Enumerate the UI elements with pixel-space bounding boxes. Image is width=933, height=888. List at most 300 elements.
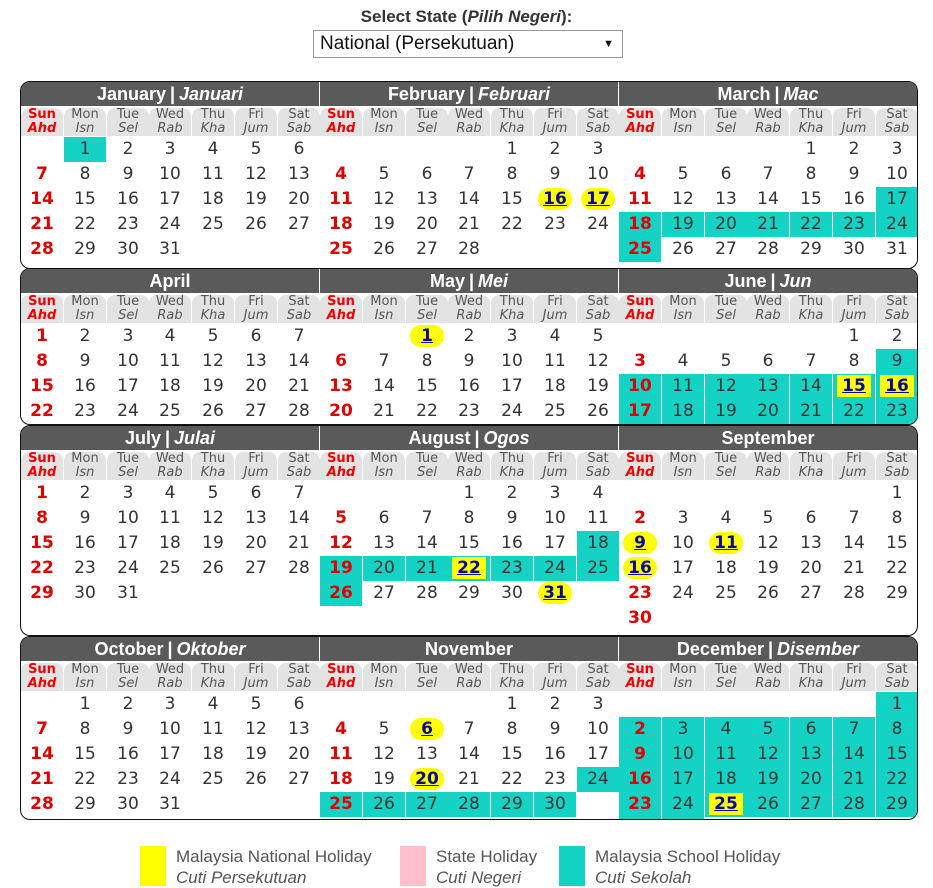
weekday-ms: Sab xyxy=(585,121,611,136)
calendar-day: 16 xyxy=(501,533,523,553)
calendar-day: 5 xyxy=(677,164,689,184)
weekday-ms: Isn xyxy=(673,465,693,480)
weekday-ms: Kha xyxy=(499,676,525,691)
calendar-day: 30 xyxy=(117,794,139,814)
weekday-en: Wed xyxy=(454,294,484,309)
weekday-en: Tue xyxy=(714,451,738,466)
calendar-day: 5 xyxy=(207,483,219,503)
national-holiday-day[interactable] xyxy=(619,531,661,556)
weekday-header xyxy=(491,663,533,691)
calendar-day: 22 xyxy=(886,558,908,578)
weekday-en: Sun xyxy=(626,294,654,309)
calendar-day: 4 xyxy=(335,164,347,184)
weekday-en: Wed xyxy=(155,107,185,122)
calendar-day: 27 xyxy=(288,769,310,789)
calendar-day: 25 xyxy=(159,558,181,578)
school-holiday-day: 12 xyxy=(747,742,789,767)
weekday-header xyxy=(876,108,918,136)
state-select[interactable] xyxy=(313,30,623,58)
weekday-header xyxy=(833,452,875,480)
weekday-header xyxy=(619,663,661,691)
calendar-day: 18 xyxy=(329,769,353,789)
calendar-day: 8 xyxy=(891,508,903,528)
calendar-day: 10 xyxy=(117,508,139,528)
quarter-panel xyxy=(20,636,918,820)
calendar-day: 11 xyxy=(544,351,566,371)
calendar-day: 16 xyxy=(544,744,566,764)
calendar-day: 14 xyxy=(288,351,310,371)
weekday-en: Fri xyxy=(248,451,264,466)
calendar-day: 16 xyxy=(74,376,96,396)
weekday-ms: Isn xyxy=(75,676,95,691)
holiday-link[interactable]: 6 xyxy=(410,718,444,740)
calendar-day: 28 xyxy=(288,401,310,421)
calendar-day: 9 xyxy=(848,164,860,184)
calendar-day: 11 xyxy=(628,189,652,209)
holiday-link[interactable]: 16 xyxy=(880,375,914,397)
weekday-en: Sun xyxy=(327,294,355,309)
weekday-ms: Sel xyxy=(417,308,437,323)
weekday-ms: Rab xyxy=(157,676,183,691)
school-holiday-day xyxy=(662,817,704,820)
calendar-day: 11 xyxy=(159,351,181,371)
weekday-ms: Jum xyxy=(243,676,269,691)
weekday-header xyxy=(107,295,149,323)
month-march xyxy=(619,82,917,268)
weekday-ms: Kha xyxy=(200,308,226,323)
weekday-ms: Jum xyxy=(841,465,867,480)
weekday-header xyxy=(149,295,191,323)
national-holiday-day[interactable] xyxy=(705,531,747,556)
month-title-separator: | xyxy=(774,84,780,104)
weekday-ms: Sel xyxy=(716,121,736,136)
national-holiday-day[interactable] xyxy=(406,324,448,349)
national-holiday-day[interactable] xyxy=(448,556,490,581)
calendar-day: 8 xyxy=(36,351,48,371)
month-title xyxy=(619,82,917,106)
calendar-day: 16 xyxy=(117,744,139,764)
calendar-day: 30 xyxy=(628,608,652,628)
state-selector-header xyxy=(0,6,933,54)
weekday-en: Tue xyxy=(116,662,140,677)
school-holiday-day: 24 xyxy=(577,767,619,792)
calendar-day: 8 xyxy=(506,164,518,184)
weekday-ms: Isn xyxy=(374,465,394,480)
weekday-en: Fri xyxy=(248,294,264,309)
weekday-header xyxy=(107,452,149,480)
school-holiday-day: 21 xyxy=(833,767,875,792)
weekday-en: Wed xyxy=(753,294,783,309)
national-holiday-day[interactable] xyxy=(876,374,918,399)
calendar-day: 16 xyxy=(843,189,865,209)
calendar-day: 5 xyxy=(378,164,390,184)
calendar-day: 29 xyxy=(30,583,54,603)
weekday-ms: Isn xyxy=(75,465,95,480)
calendar-day: 6 xyxy=(293,694,305,714)
weekday-header xyxy=(448,295,490,323)
weekday-header xyxy=(448,452,490,480)
school-holiday-day: 9 xyxy=(876,349,918,374)
calendar-day: 26 xyxy=(202,401,224,421)
holiday-link[interactable]: 11 xyxy=(709,532,743,554)
national-holiday-swatch xyxy=(140,846,166,886)
weekday-header xyxy=(107,108,149,136)
calendar-day: 17 xyxy=(544,533,566,553)
weekday-header xyxy=(662,452,704,480)
month-name-ms: Ogos xyxy=(483,428,530,448)
weekday-header xyxy=(21,295,63,323)
calendar-day: 3 xyxy=(164,139,176,159)
weekday-ms: Isn xyxy=(673,308,693,323)
weekday-header xyxy=(235,452,277,480)
holiday-link[interactable]: 1 xyxy=(410,325,444,347)
school-holiday-day: 10 xyxy=(619,374,661,399)
weekday-ms: Kha xyxy=(499,121,525,136)
month-name-en: June xyxy=(724,271,767,291)
weekday-en: Sun xyxy=(28,451,56,466)
weekday-ms: Ahd xyxy=(27,676,57,691)
school-holiday-day: 24 xyxy=(662,792,704,817)
calendar-day: 21 xyxy=(458,769,480,789)
calendar-day: 9 xyxy=(122,164,134,184)
calendar-day: 9 xyxy=(549,164,561,184)
calendar-day: 24 xyxy=(501,401,523,421)
calendar-day: 4 xyxy=(164,483,176,503)
weekday-en: Thu xyxy=(200,662,226,677)
calendar-day: 8 xyxy=(79,164,91,184)
calendar-day: 14 xyxy=(416,533,438,553)
calendar-day: 7 xyxy=(762,164,774,184)
calendar-day: 9 xyxy=(463,351,475,371)
weekday-header xyxy=(534,452,576,480)
weekday-en: Wed xyxy=(753,662,783,677)
weekday-header xyxy=(107,663,149,691)
weekday-ms: Sel xyxy=(118,465,138,480)
weekday-en: Mon xyxy=(370,451,398,466)
national-holiday-day[interactable] xyxy=(833,374,875,399)
holiday-link[interactable]: 15 xyxy=(837,375,871,397)
weekday-en: Tue xyxy=(415,451,439,466)
weekday-header xyxy=(363,108,405,136)
weekday-ms: Kha xyxy=(499,308,525,323)
weekday-en: Tue xyxy=(116,294,140,309)
month-name-en: September xyxy=(721,428,815,448)
weekday-en: Sun xyxy=(626,662,654,677)
weekday-header xyxy=(406,295,448,323)
calendar-day: 2 xyxy=(634,508,646,528)
calendar-day: 12 xyxy=(245,719,267,739)
calendar-day: 18 xyxy=(715,558,737,578)
calendar-day: 29 xyxy=(886,583,908,603)
weekday-header xyxy=(448,663,490,691)
weekday-ms: Ahd xyxy=(625,121,655,136)
weekday-ms: Ahd xyxy=(625,308,655,323)
weekday-ms: Isn xyxy=(75,308,95,323)
calendar-day: 6 xyxy=(805,508,817,528)
calendar-day: 5 xyxy=(250,694,262,714)
calendar-day: 28 xyxy=(30,794,54,814)
month-name-ms: Februari xyxy=(478,84,551,104)
calendar-day: 24 xyxy=(159,769,181,789)
national-holiday-day[interactable] xyxy=(406,717,448,742)
month-title-separator: | xyxy=(468,84,475,104)
weekday-en: Sun xyxy=(327,107,355,122)
calendar-day: 22 xyxy=(416,401,438,421)
calendar-day: 12 xyxy=(672,189,694,209)
weekday-ms: Sab xyxy=(286,465,312,480)
weekday-header xyxy=(235,663,277,691)
month-april xyxy=(21,269,319,424)
weekday-en: Sun xyxy=(28,662,56,677)
calendar-day: 26 xyxy=(672,239,694,259)
school-holiday-day: 20 xyxy=(747,399,789,424)
weekday-en: Mon xyxy=(669,662,697,677)
school-holiday-day: 20 xyxy=(363,556,405,581)
weekday-en: Mon xyxy=(71,294,99,309)
calendar-day: 10 xyxy=(117,351,139,371)
calendar-day: 14 xyxy=(458,189,480,209)
weekday-ms: Sab xyxy=(286,308,312,323)
weekday-header xyxy=(235,295,277,323)
calendar-day: 7 xyxy=(36,164,48,184)
weekday-en: Tue xyxy=(415,294,439,309)
holiday-link[interactable]: 9 xyxy=(623,532,657,554)
weekday-header xyxy=(662,663,704,691)
national-holiday-day[interactable] xyxy=(619,556,661,581)
school-holiday-day: 26 xyxy=(747,792,789,817)
month-title-separator: | xyxy=(767,639,774,659)
calendar-day: 14 xyxy=(458,744,480,764)
school-holiday-day: 27 xyxy=(790,792,832,817)
calendar-day: 4 xyxy=(207,694,219,714)
school-holiday-day: 12 xyxy=(705,374,747,399)
weekday-ms: Sab xyxy=(884,676,910,691)
holiday-link[interactable]: 17 xyxy=(581,188,615,210)
holiday-link[interactable]: 25 xyxy=(709,793,743,815)
school-holiday-day: 8 xyxy=(876,717,918,742)
calendar-day: 7 xyxy=(293,483,305,503)
month-august xyxy=(320,426,618,635)
month-title xyxy=(619,269,917,293)
school-holiday-day: 23 xyxy=(833,212,875,237)
calendar-day: 29 xyxy=(74,794,96,814)
month-title xyxy=(21,82,319,106)
weekday-ms: Ahd xyxy=(326,308,356,323)
calendar-day: 9 xyxy=(79,508,91,528)
month-january xyxy=(21,82,319,268)
weekday-header xyxy=(192,295,234,323)
calendar-day: 2 xyxy=(79,483,91,503)
calendar-day: 10 xyxy=(159,164,181,184)
calendar-day: 17 xyxy=(672,558,694,578)
month-name-ms: Mac xyxy=(783,84,819,104)
weekday-ms: Rab xyxy=(755,121,781,136)
weekday-ms: Ahd xyxy=(27,308,57,323)
calendar-day: 21 xyxy=(288,533,310,553)
calendar-day: 6 xyxy=(293,139,305,159)
national-holiday-day[interactable] xyxy=(705,792,747,817)
school-holiday-day: 23 xyxy=(619,792,661,817)
calendar-day: 3 xyxy=(549,483,561,503)
calendar-day: 27 xyxy=(715,239,737,259)
month-title xyxy=(21,269,319,293)
calendar-day: 10 xyxy=(159,719,181,739)
weekday-en: Sat xyxy=(886,662,908,677)
month-name-en: March xyxy=(717,84,771,104)
calendar-day: 25 xyxy=(544,401,566,421)
weekday-en: Tue xyxy=(714,107,738,122)
calendar-day: 14 xyxy=(757,189,779,209)
school-holiday-day: 18 xyxy=(577,531,619,556)
calendar-day: 16 xyxy=(117,189,139,209)
weekday-ms: Jum xyxy=(243,308,269,323)
weekday-header xyxy=(320,295,362,323)
calendar-day: 18 xyxy=(159,533,181,553)
month-title-separator: | xyxy=(164,428,171,448)
weekday-en: Sat xyxy=(288,294,310,309)
calendar-day: 2 xyxy=(549,139,561,159)
weekday-en: Mon xyxy=(669,107,697,122)
weekday-en: Sun xyxy=(28,294,56,309)
school-holiday-day: 11 xyxy=(705,742,747,767)
school-holiday-day: 25 xyxy=(577,556,619,581)
calendar-day: 18 xyxy=(544,376,566,396)
weekday-header xyxy=(790,663,832,691)
weekday-header xyxy=(278,108,320,136)
holiday-link[interactable]: 20 xyxy=(410,768,444,790)
calendar-day: 5 xyxy=(762,508,774,528)
calendar-day: 25 xyxy=(202,769,224,789)
month-december xyxy=(619,637,917,819)
quarter-panel xyxy=(20,268,918,425)
calendar-day: 23 xyxy=(458,401,480,421)
quarter-panel xyxy=(20,425,918,636)
calendar-day: 15 xyxy=(416,376,438,396)
calendar-day: 20 xyxy=(245,376,267,396)
calendar-day: 2 xyxy=(549,694,561,714)
calendar-day: 19 xyxy=(245,189,267,209)
school-holiday-day: 16 xyxy=(619,767,661,792)
weekday-header xyxy=(363,663,405,691)
school-holiday-day: 28 xyxy=(448,792,490,817)
holiday-link[interactable]: 16 xyxy=(538,188,572,210)
calendar-day: 22 xyxy=(30,558,54,578)
calendar-day: 19 xyxy=(373,214,395,234)
holiday-link[interactable]: 31 xyxy=(538,582,572,604)
calendar-day: 15 xyxy=(800,189,822,209)
weekday-header xyxy=(320,108,362,136)
national-holiday-day[interactable] xyxy=(534,581,576,606)
weekday-header xyxy=(491,452,533,480)
weekday-header xyxy=(619,452,661,480)
school-holiday-day: 20 xyxy=(790,767,832,792)
legend-label-en: State Holiday xyxy=(436,847,538,866)
weekday-ms: Sab xyxy=(884,121,910,136)
weekday-ms: Ahd xyxy=(326,465,356,480)
calendar-day: 14 xyxy=(288,508,310,528)
weekday-header-row xyxy=(21,295,319,323)
weekday-en: Fri xyxy=(846,662,862,677)
weekday-en: Sat xyxy=(288,662,310,677)
weekday-en: Mon xyxy=(370,107,398,122)
calendar-day: 23 xyxy=(117,769,139,789)
calendar-day: 4 xyxy=(634,164,646,184)
month-name-en: July xyxy=(124,428,161,448)
weekday-ms: Isn xyxy=(673,121,693,136)
month-title-separator: | xyxy=(167,639,173,659)
weekday-header xyxy=(235,108,277,136)
weekday-header xyxy=(491,108,533,136)
school-holiday-day: 1 xyxy=(64,137,106,162)
state-holiday-swatch xyxy=(400,846,426,886)
month-name-en: January xyxy=(96,84,166,104)
weekday-header xyxy=(149,663,191,691)
school-holiday-day: 23 xyxy=(491,556,533,581)
calendar-day: 12 xyxy=(202,508,224,528)
weekday-header-row xyxy=(21,108,319,136)
school-holiday-day: 13 xyxy=(747,374,789,399)
weekday-header xyxy=(705,295,747,323)
calendar-day: 6 xyxy=(378,508,390,528)
weekday-en: Sat xyxy=(886,451,908,466)
weekday-header xyxy=(747,295,789,323)
calendar-day: 8 xyxy=(463,508,475,528)
holiday-link[interactable]: 16 xyxy=(623,557,657,579)
school-holiday-day: 19 xyxy=(320,556,362,581)
school-holiday-day: 27 xyxy=(406,792,448,817)
calendar-day: 15 xyxy=(30,376,54,396)
calendar-day: 19 xyxy=(202,376,224,396)
calendar-day: 2 xyxy=(506,483,518,503)
weekday-ms: Jum xyxy=(542,121,568,136)
weekday-ms: Ahd xyxy=(625,465,655,480)
calendar-day: 7 xyxy=(36,719,48,739)
weekday-ms: Sel xyxy=(118,121,138,136)
calendar-day: 21 xyxy=(288,376,310,396)
weekday-ms: Isn xyxy=(374,676,394,691)
calendar-day: 7 xyxy=(463,164,475,184)
calendar-day: 16 xyxy=(74,533,96,553)
holiday-link[interactable]: 22 xyxy=(452,557,486,579)
weekday-header xyxy=(192,108,234,136)
school-holiday-day: 9 xyxy=(619,742,661,767)
weekday-en: Sat xyxy=(886,294,908,309)
weekday-header xyxy=(21,663,63,691)
calendar-day: 5 xyxy=(335,508,347,528)
calendar-day: 19 xyxy=(202,533,224,553)
calendar-day: 27 xyxy=(800,583,822,603)
weekday-en: Fri xyxy=(547,107,563,122)
calendar-day: 13 xyxy=(288,164,310,184)
school-holiday-day: 17 xyxy=(662,767,704,792)
month-name-en: February xyxy=(387,84,465,104)
weekday-header xyxy=(577,108,619,136)
school-holiday-day: 26 xyxy=(320,581,362,606)
calendar-day: 7 xyxy=(293,326,305,346)
national-holiday-day[interactable] xyxy=(577,187,619,212)
calendar-day: 18 xyxy=(202,744,224,764)
calendar-day: 25 xyxy=(329,239,353,259)
national-holiday-day[interactable] xyxy=(406,767,448,792)
month-title xyxy=(619,426,917,450)
weekday-en: Sun xyxy=(626,451,654,466)
weekday-en: Wed xyxy=(753,107,783,122)
calendar-day: 9 xyxy=(506,508,518,528)
calendar-day: 19 xyxy=(373,769,395,789)
national-holiday-day[interactable] xyxy=(534,187,576,212)
school-holiday-swatch xyxy=(559,846,585,886)
calendar-day: 26 xyxy=(587,401,609,421)
